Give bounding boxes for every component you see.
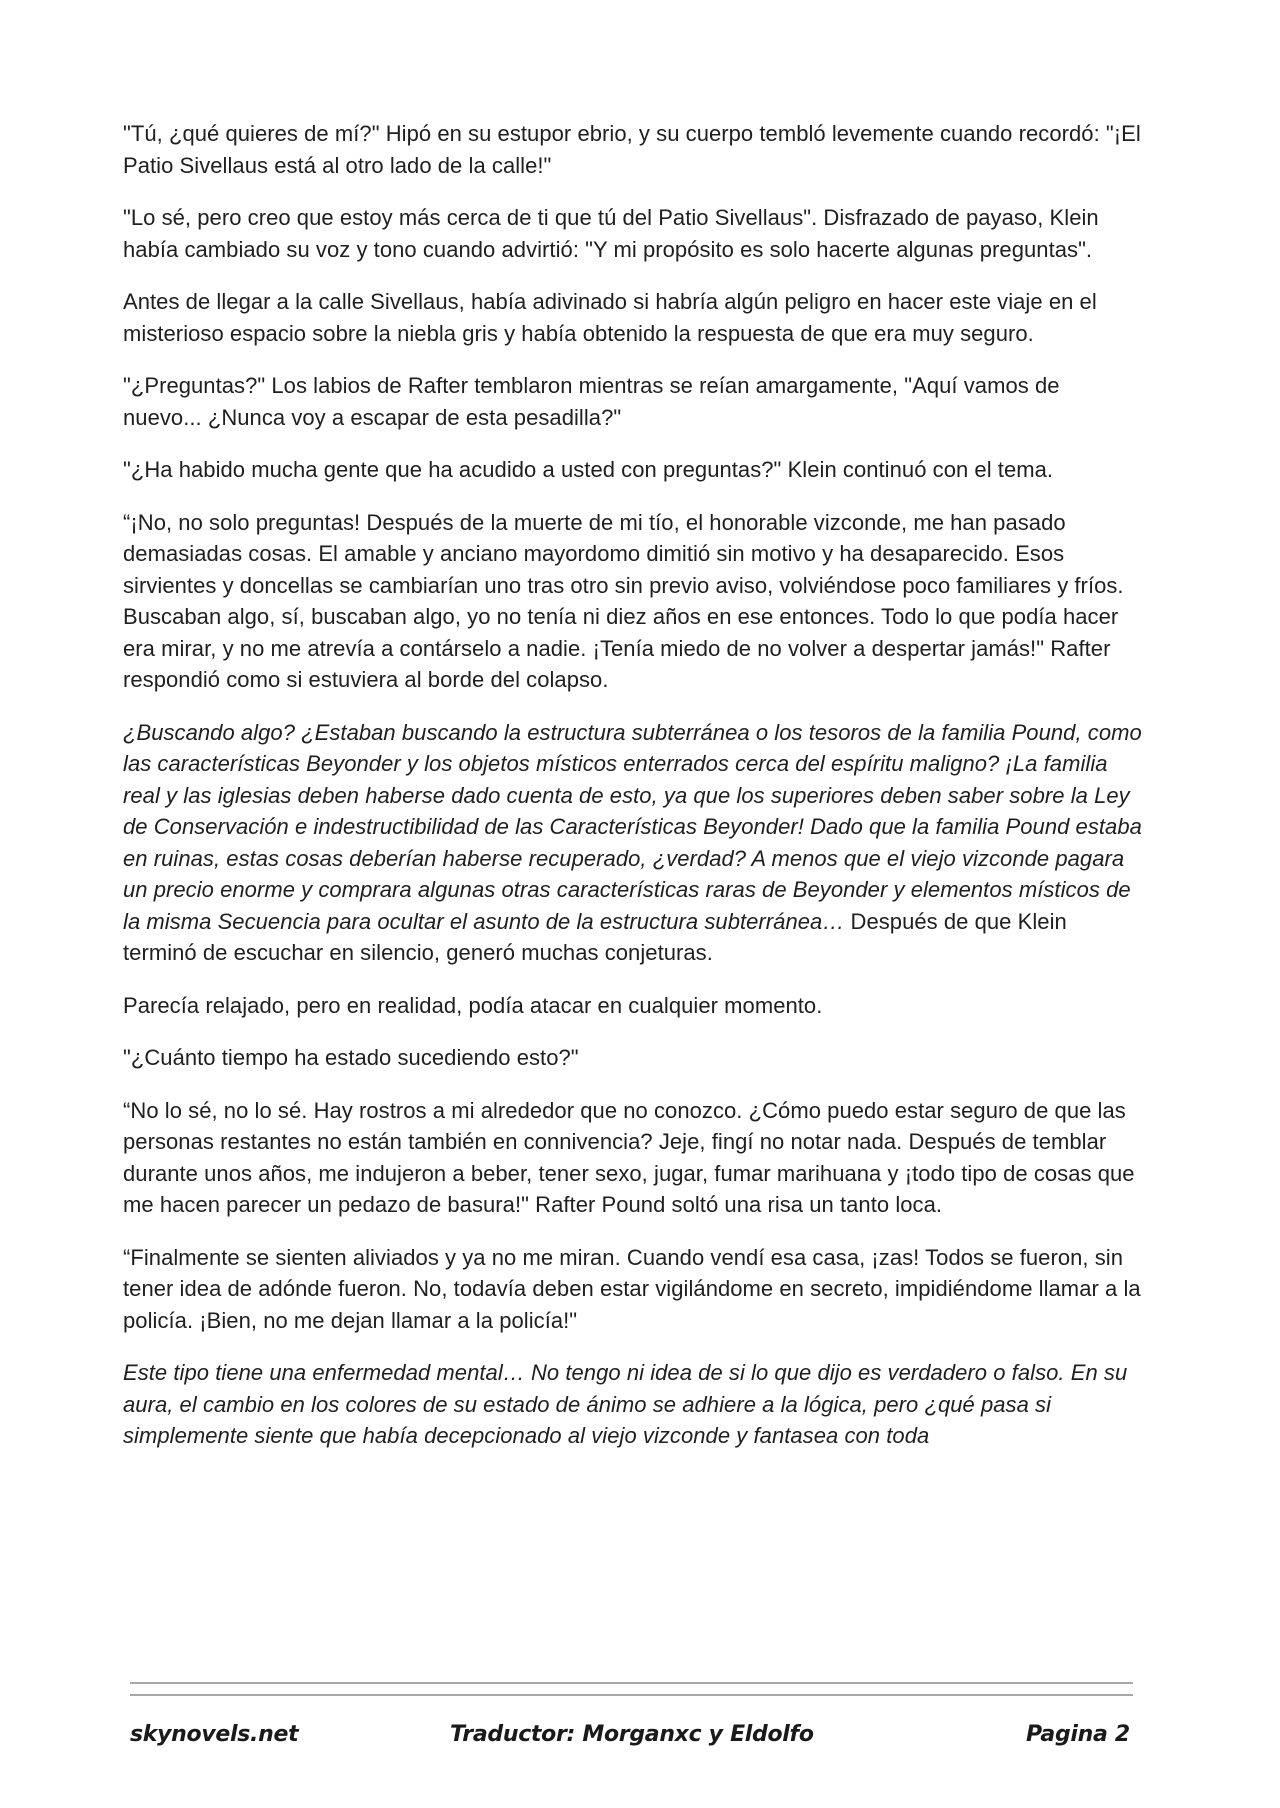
paragraph-text: “No lo sé, no lo sé. Hay rostros a mi alrededor que no conozco. ¿Cómo puedo estar seguro de que las personas restantes no están también en connivencia? Jeje, fingí no notar nada. Después de temblar durante unos años, me indujeron a beber, tener sexo, jugar, fumar marihuana y ¡todo tipo de cosas que me hacen parecer un pedazo de basura!" Rafter Pound soltó una risa un tanto loca. [123,1097,1135,1217]
paragraph-italic-text: Este tipo tiene una enfermedad mental… No tengo ni idea de si lo que dijo es verdadero o falso. En su aura, el cambio en los colores de su estado de ánimo se adhiere a la lógica, pero ¿qué pasa si simplemente siente que había decepcionado al viejo vizconde y fantasea con toda [123,1360,1128,1448]
paragraph [123,990,1143,1022]
footer-page-number: Pagina 2 [1026,1722,1130,1747]
paragraph [123,717,1143,969]
paragraph [123,1357,1143,1452]
paragraph [123,454,1143,486]
paragraph-text: Después de que Klein terminó de escuchar en silencio, generó muchas conjeturas. [123,908,1067,965]
paragraph [123,1095,1143,1221]
paragraph [123,370,1143,433]
footer-site-name: skynovels.net [130,1722,299,1747]
paragraph-italic-text: ¿Buscando algo? ¿Estaban buscando la estructura subterránea o los tesoros de la familia Pound, como las características Beyonder y los objetos místicos enterrados cerca del espíritu maligno? ¡La familia real y las iglesias deben haberse dado cuenta de esto, ya que los superiores deben saber sobre la Ley de Conservación e indestructibilidad de las Características Beyonder! Dado que la familia Pound estaba en ruinas, estas cosas deberían haberse recuperado, ¿verdad? A menos que el viejo vizconde pagara un precio enorme y comprara algunas otras características raras de Beyonder y elementos místicos de la misma Secuencia para ocultar el asunto de la estructura subterránea… [123,719,1142,934]
footer-divider-top [130,1682,1133,1684]
paragraph-text: "¿Cuánto tiempo ha estado sucediendo esto?" [123,1045,579,1070]
paragraph [123,286,1143,349]
paragraph-text: "¿Preguntas?" Los labios de Rafter temblaron mientras se reían amargamente, "Aquí vamos de nuevo... ¿Nunca voy a escapar de esta pesadilla?" [123,373,1060,430]
paragraph [123,1042,1143,1074]
paragraph-text: “Finalmente se sienten aliviados y ya no me miran. Cuando vendí esa casa, ¡zas! Todos se fueron, sin tener idea de adónde fueron. No, todavía deben estar vigilándome en secreto, impidiéndome llamar a la policía. ¡Bien, no me dejan llamar a la policía!" [123,1244,1141,1333]
paragraph-text: "Tú, ¿qué quieres de mí?" Hipó en su estupor ebrio, y su cuerpo tembló levemente cuando recordó: "¡El Patio Sivellaus está al otro lado de la calle!" [123,121,1141,178]
paragraph [123,1242,1143,1337]
paragraph [123,202,1143,265]
paragraph-text: Parecía relajado, pero en realidad, podía atacar en cualquier momento. [123,992,823,1018]
paragraph-text: "Lo sé, pero creo que estoy más cerca de ti que tú del Patio Sivellaus". Disfrazado de payaso, Klein había cambiado su voz y tono cuando advirtió: "Y mi propósito es solo hacerte algunas preguntas". [123,205,1099,262]
footer-divider-bottom [130,1694,1133,1696]
paragraph [123,507,1143,696]
paragraph-text: "¿Ha habido mucha gente que ha acudido a usted con preguntas?" Klein continuó con el tema. [123,457,1054,482]
document-body [123,118,1143,1473]
footer-translator-credit: Traductor: Morganxc y Eldolfo [450,1722,814,1747]
paragraph [123,118,1143,181]
paragraph-text: Antes de llegar a la calle Sivellaus, había adivinado si habría algún peligro en hacer este viaje en el misterioso espacio sobre la niebla gris y había obtenido la respuesta de que era muy seguro. [123,289,1097,346]
paragraph-text: “¡No, no solo preguntas! Después de la muerte de mi tío, el honorable vizconde, me han pasado demasiadas cosas. El amable y anciano mayordomo dimitió sin motivo y ha desaparecido. Esos sirvientes y doncellas se cambiarían uno tras otro sin previo aviso, volviéndose poco familiares y fríos. Buscaban algo, sí, buscaban algo, yo no tenía ni diez años en ese entonces. Todo lo que podía hacer era mirar, y no me atrevía a contárselo a nadie. ¡Tenía miedo de no volver a despertar jamás!" Rafter respondió como si estuviera al borde del colapso. [123,509,1124,692]
